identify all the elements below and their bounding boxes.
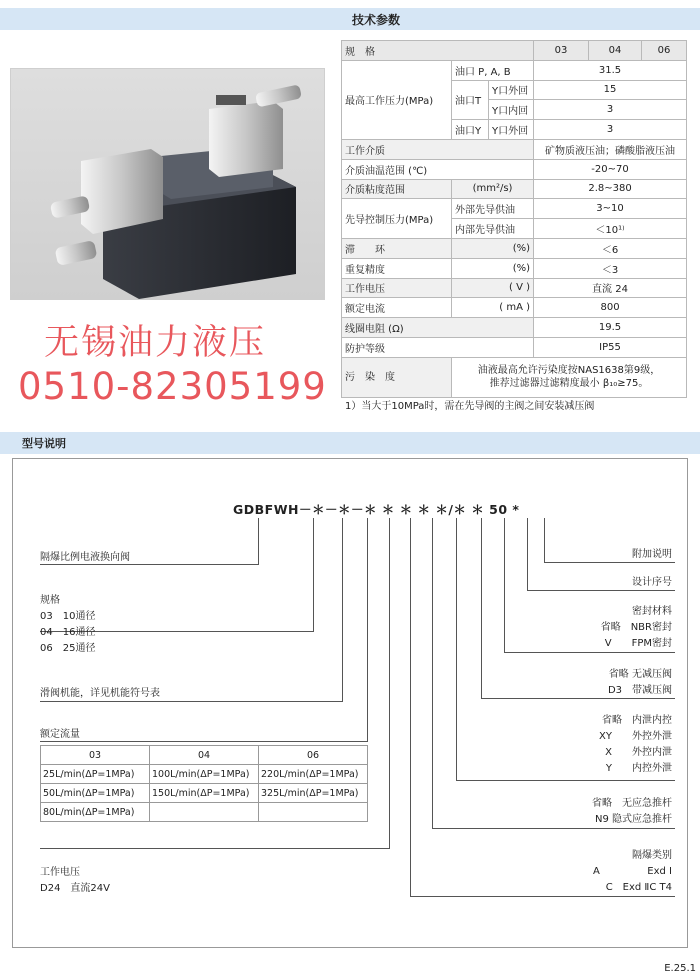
current-unit: ( mA ): [452, 298, 534, 318]
hysteresis-value: ＜6: [534, 238, 687, 258]
connector-line: [504, 652, 675, 653]
extra-note: 附加说明: [632, 549, 672, 560]
spec-04: 04 16通径: [40, 627, 96, 638]
drain-option-x: X 外控内泄: [605, 747, 672, 758]
connector-line: [432, 828, 675, 829]
ex-class-a-code: A: [593, 866, 600, 877]
repeat-value: ＜3: [534, 258, 687, 278]
flow-cell: [259, 803, 368, 822]
protection-label: 防护等级: [342, 337, 534, 357]
spec-title: 规格: [40, 595, 60, 606]
voltage-value: 直流 24: [534, 278, 687, 298]
drain-option-y: Y 内控外泄: [605, 763, 672, 774]
pilot-internal-label: 内部先导供油: [452, 219, 534, 239]
connector-line: [410, 518, 411, 896]
valve-illustration: [11, 69, 326, 301]
connector-line: [527, 518, 528, 590]
port-y-value: 3: [534, 120, 687, 140]
current-value: 800: [534, 298, 687, 318]
company-phone: 0510-82305199: [18, 365, 327, 408]
ex-class-a: Exd Ⅰ: [647, 866, 672, 877]
size-03: 03: [534, 41, 589, 61]
spool-function: 滑阀机能，详见机能符号表: [40, 688, 160, 699]
hysteresis-label: 滞 环: [342, 238, 452, 258]
port-y-label: 油口Y: [452, 120, 489, 140]
pilot-external-label: 外部先导供油: [452, 199, 534, 219]
spec-header-row: [342, 41, 687, 61]
connector-line: [40, 741, 368, 742]
connector-line: [456, 780, 675, 781]
flow-row: [41, 803, 368, 822]
size-06: 06: [642, 41, 687, 61]
connector-line: [313, 518, 314, 631]
flow-cell: 100L/min(ΔP=1MPa): [150, 765, 259, 784]
connector-line: [367, 518, 368, 741]
contamination-line-1: 油液最高允许污染度按NAS1638第9级，: [477, 365, 661, 377]
viscosity-label: 介质粘度范围: [342, 179, 452, 199]
connector-line: [544, 562, 675, 563]
emergency-option-n9: N9 隐式应急推杆: [594, 814, 672, 825]
flow-cell: 80L/min(ΔP=1MPa): [41, 803, 150, 822]
y-external-value: 15: [534, 80, 687, 100]
connector-line: [40, 701, 343, 702]
section-title: 技术参数: [352, 13, 401, 27]
emergency-option-none: 省略 无应急推杆: [592, 798, 672, 809]
flow-row: [41, 765, 368, 784]
max-pressure-label: 最高工作压力(MPa): [342, 60, 452, 139]
spec-03: 03 10通径: [40, 611, 96, 622]
flow-title: 额定流量: [40, 729, 80, 740]
connector-line: [504, 518, 505, 652]
connector-line: [342, 518, 343, 701]
spec-table: [341, 40, 687, 398]
ex-class-title: 隔爆类别: [632, 850, 672, 861]
medium-value: 矿物质液压油；磷酸脂液压油: [534, 139, 687, 159]
page-number: E.25.1: [664, 963, 696, 974]
seal-option-nbr: 省略 NBR密封: [600, 622, 672, 633]
flow-cell: 25L/min(ΔP=1MPa): [41, 765, 150, 784]
drain-option-xy: XY 外控外泄: [599, 731, 672, 742]
flow-row: [41, 784, 368, 803]
resistance-value: 19.5: [534, 318, 687, 338]
connector-line: [432, 518, 433, 828]
temp-value: -20~70: [534, 159, 687, 179]
reducer-option-none: 省略 无减压阀: [608, 669, 672, 680]
repeat-unit: (%): [452, 258, 534, 278]
connector-line: [481, 698, 675, 699]
resistance-label: 线圈电阻 (Ω): [342, 318, 534, 338]
flow-header: 04: [150, 746, 259, 765]
voltage-label: 工作电压: [342, 278, 452, 298]
design-series: 设计序号: [632, 577, 672, 588]
spec-col-label: 规 格: [342, 41, 534, 61]
connector-line: [481, 518, 482, 698]
connector-line: [389, 518, 390, 848]
connector-line: [40, 848, 390, 849]
connector-line: [258, 518, 259, 564]
connector-line: [544, 518, 545, 562]
connector-line: [527, 590, 675, 591]
viscosity-unit: (mm²/s): [452, 179, 534, 199]
company-name: 无锡油力液压: [44, 323, 267, 363]
section-title: 型号说明: [22, 437, 66, 450]
flow-cell: 150L/min(ΔP=1MPa): [150, 784, 259, 803]
reducer-option-d3: D3 带减压阀: [607, 685, 672, 696]
flow-cell: 325L/min(ΔP=1MPa): [259, 784, 368, 803]
viscosity-value: 2.8~380: [534, 179, 687, 199]
flow-header-row: [41, 746, 368, 765]
hysteresis-unit: (%): [452, 238, 534, 258]
contamination-label: 污 染 度: [342, 357, 452, 397]
contamination-line-2: 推荐过滤器过滤精度最小 β₁₀≥75。: [489, 378, 649, 390]
contamination-value: [452, 357, 687, 397]
flow-header: 06: [259, 746, 368, 765]
repeat-label: 重复精度: [342, 258, 452, 278]
model-code: GDBFWH－＊－＊－＊ ＊ ＊ ＊ ＊/＊ ＊ 50 *: [233, 502, 520, 517]
current-label: 额定电流: [342, 298, 452, 318]
flow-header: 03: [41, 746, 150, 765]
flow-table: [40, 745, 368, 822]
product-photo: [10, 68, 325, 300]
port-t-label: 油口T: [452, 80, 489, 120]
medium-label: 工作介质: [342, 139, 534, 159]
flow-cell: 50L/min(ΔP=1MPa): [41, 784, 150, 803]
y-external-label: Y口外回: [489, 80, 534, 100]
temp-label: 介质油温范围 (℃): [342, 159, 534, 179]
port-y-sub-label: Y口外回: [489, 120, 534, 140]
model-description-box: [12, 458, 688, 948]
flow-cell: 220L/min(ΔP=1MPa): [259, 765, 368, 784]
drain-option-internal: 省略 内泄内控: [602, 715, 672, 726]
port-pab-value: 31.5: [534, 60, 687, 80]
voltage-unit: ( V ): [452, 278, 534, 298]
pilot-internal-value: ＜10¹⁾: [534, 219, 687, 239]
spec-06: 06 25通径: [40, 643, 96, 654]
ex-class-c: C Exd ⅡC T4: [605, 882, 672, 893]
voltage-title: 工作电压: [40, 867, 80, 878]
protection-value: IP55: [534, 337, 687, 357]
valve-type: 隔爆比例电液换向阀: [40, 552, 130, 563]
pilot-label: 先导控制压力(MPa): [342, 199, 452, 239]
section-header-model: [0, 432, 700, 454]
connector-line: [456, 518, 457, 780]
port-pab-label: 油口 P, A, B: [452, 60, 534, 80]
flow-cell: [150, 803, 259, 822]
size-04: 04: [589, 41, 642, 61]
seal-title: 密封材料: [632, 606, 672, 617]
connector-line: [40, 564, 259, 565]
y-internal-value: 3: [534, 100, 687, 120]
pilot-external-value: 3~10: [534, 199, 687, 219]
connector-line: [410, 896, 675, 897]
seal-option-fpm: V FPM密封: [604, 638, 672, 649]
voltage-code: D24 直流24V: [40, 883, 110, 894]
y-internal-label: Y口内回: [489, 100, 534, 120]
footnote: 1）当大于10MPa时，需在先导阀的主阀之间安装减压阀: [345, 401, 595, 412]
section-header-tech-params: [0, 8, 700, 30]
